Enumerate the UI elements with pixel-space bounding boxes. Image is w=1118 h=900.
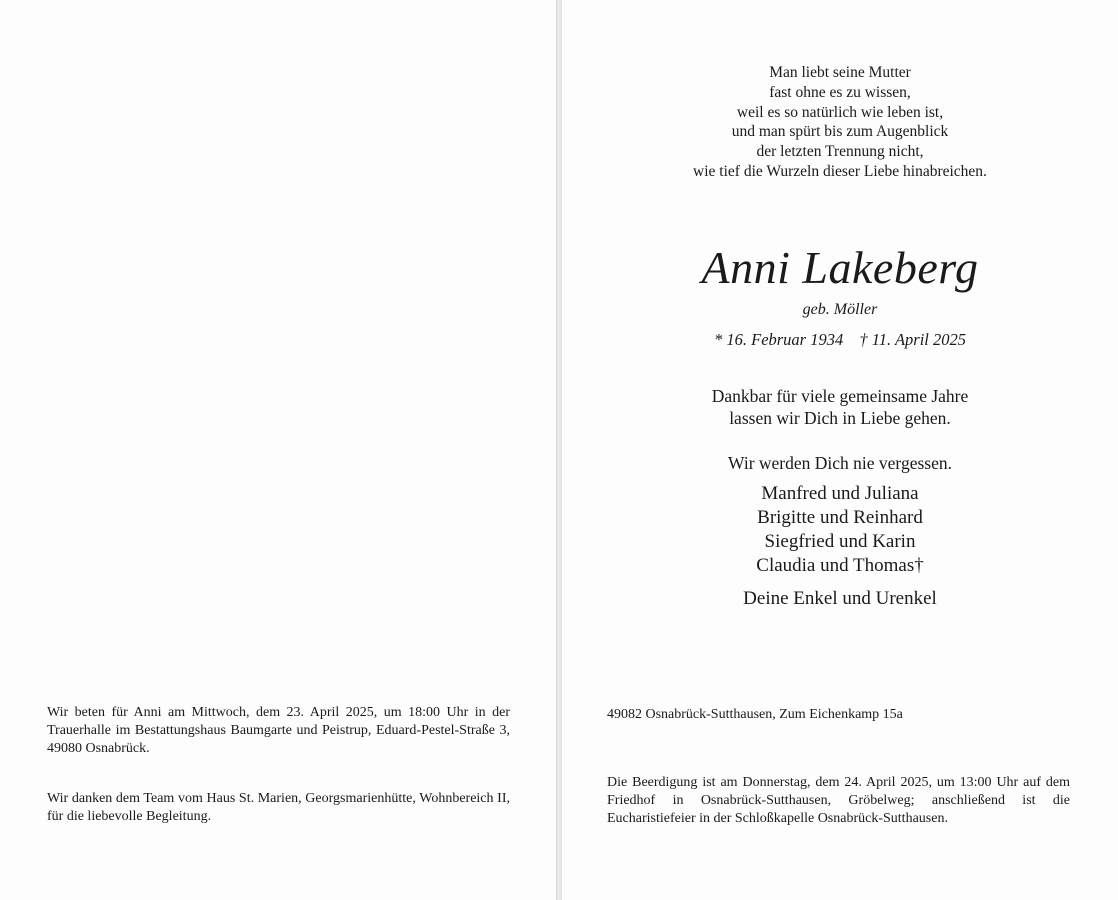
farewell-line: lassen wir Dich in Liebe gehen. [729,408,951,428]
grandchildren-line: Deine Enkel und Urenkel [743,588,937,609]
farewell-line: Dankbar für viele gemeinsame Jahre [711,386,969,406]
family-member: Siegfried und Karin [764,531,916,552]
thanks-notice: Wir danken dem Team vom Haus St. Marien, Georgsmarienhütte, Wohnbereich II, für die liebevolle Begleitung. [47,791,510,824]
poem-line: weil es so natürlich wie leben ist, [736,103,944,121]
deceased-name: Anni Lakeberg [701,242,979,293]
family-member: Claudia und Thomas† [756,555,924,576]
left-page [0,0,556,900]
poem [562,63,1118,182]
poem-line: der letzten Trennung nicht, [756,143,924,161]
death-date: † 11. April 2025 [859,330,967,349]
family-member: Manfred und Juliana [761,483,919,504]
never-forget-text: Wir werden Dich nie vergessen. [728,453,952,473]
funeral-notice: Die Beerdigung ist am Donnerstag, dem 24. April 2025, um 13:00 Uhr auf dem Friedhof in Osnabrück-Sutthausen, Gröbelweg; anschließend ist die Eucharistiefeier in der Schloßkapelle Osnabrück-Sutthausen. [607,775,1070,826]
address: 49082 Osnabrück-Sutthausen, Zum Eichenkamp 15a [607,707,903,722]
poem-line: wie tief die Wurzeln dieser Liebe hinabreichen. [693,162,987,180]
poem-line: fast ohne es zu wissen, [769,83,911,101]
poem-line: und man spürt bis zum Augenblick [731,123,949,141]
life-dates [562,329,1118,351]
birth-date: * 16. Februar 1934 [713,330,844,349]
farewell-text [562,385,1118,429]
prayer-notice: Wir beten für Anni am Mittwoch, dem 23. April 2025, um 18:00 Uhr in der Trauerhalle im Bestattungshaus Baumgarte und Peistrup, Eduard-Pestel-Straße 3, 49080 Osnabrück. [47,705,510,756]
maiden-name: geb. Möller [802,301,878,318]
family-list [562,482,1118,578]
family-member: Brigitte und Reinhard [757,507,923,528]
poem-line: Man liebt seine Mutter [769,64,911,81]
